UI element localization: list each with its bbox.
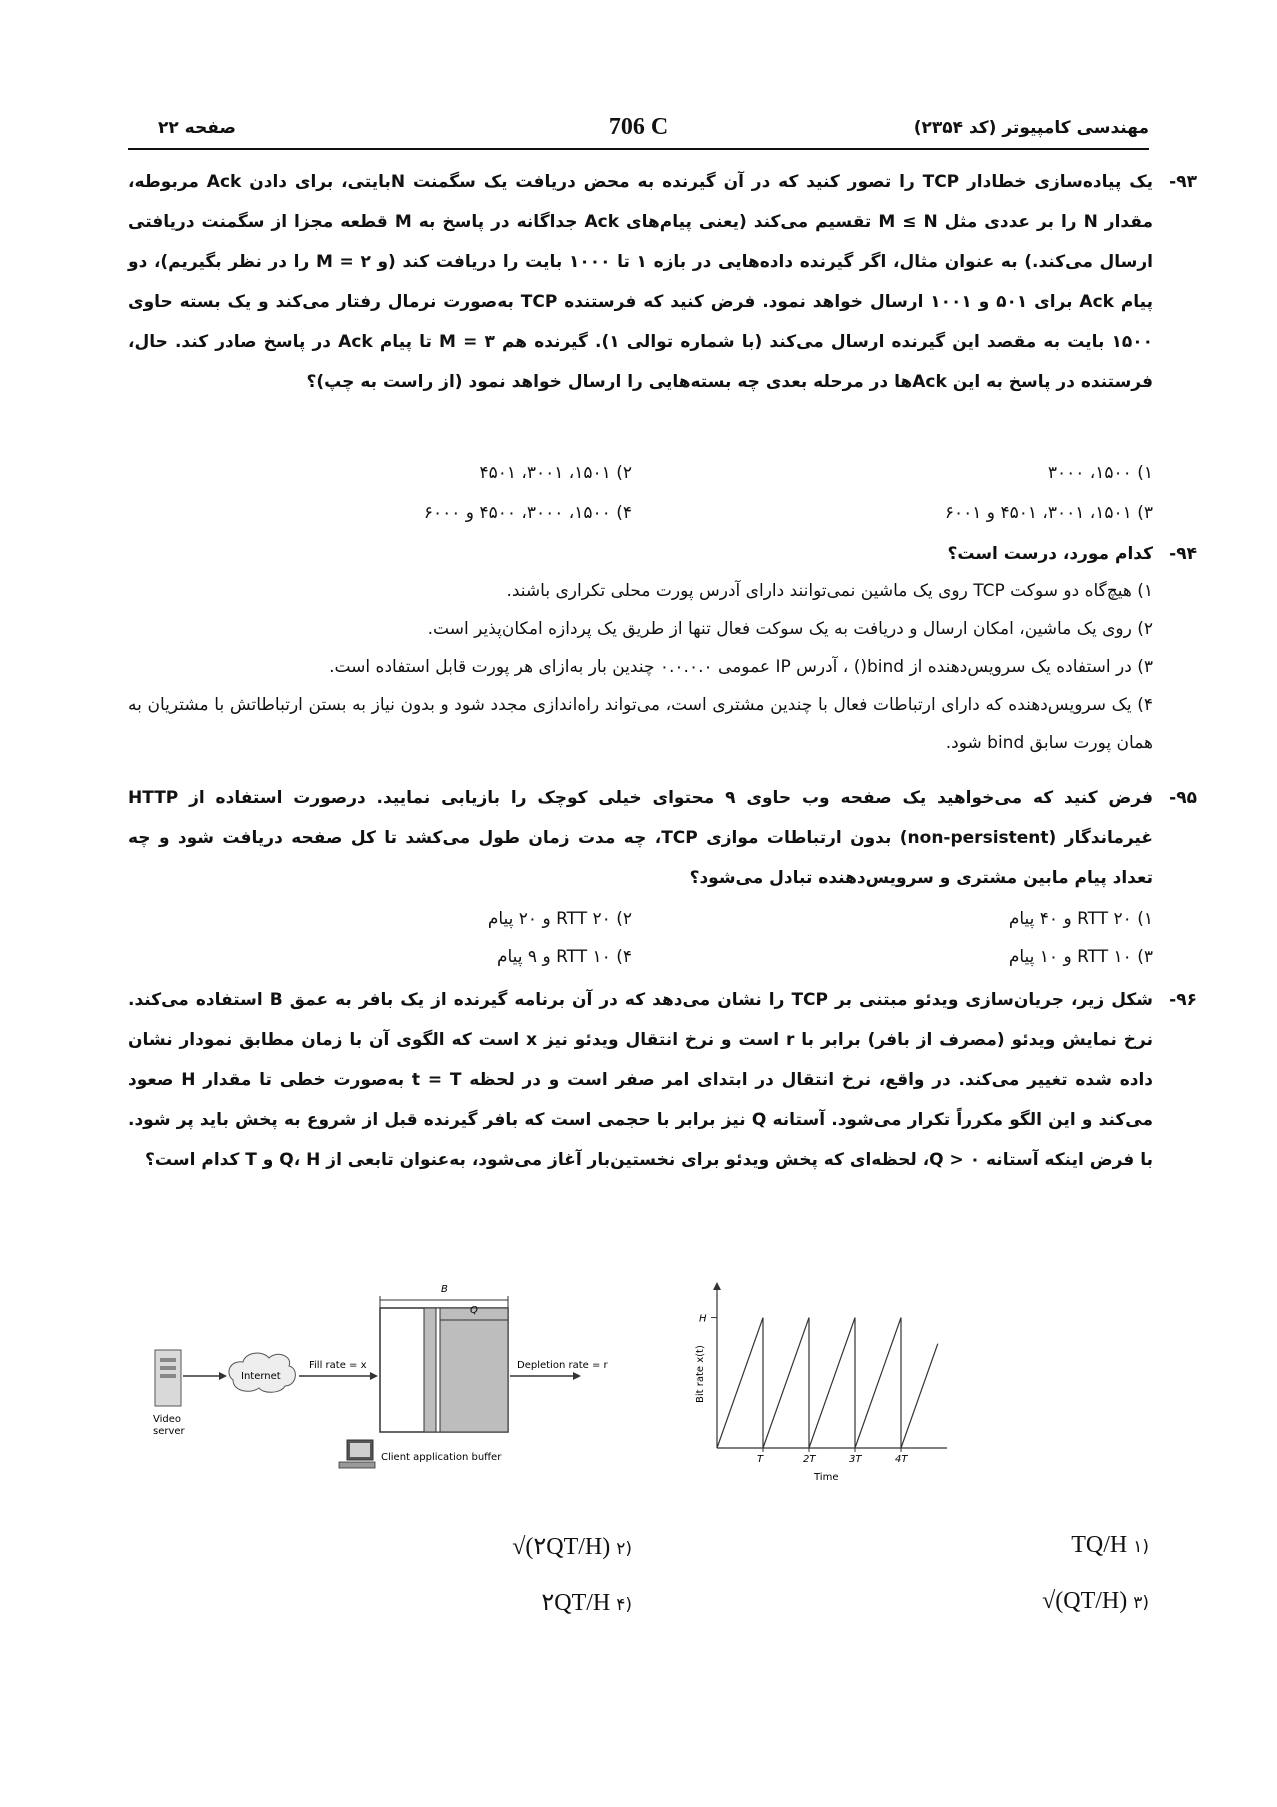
- q96-option-1[interactable]: [1071, 1532, 1149, 1559]
- question-95: [128, 778, 1197, 898]
- question-stem: کدام مورد، درست است؟: [947, 544, 1153, 564]
- q93-option-1[interactable]: ۱) ۱۵۰۰، ۳۰۰۰: [1047, 463, 1153, 483]
- q95-option-2[interactable]: ۲) ۲۰ RTT و ۲۰ پیام: [487, 909, 632, 929]
- q95-options: [0, 900, 1277, 980]
- question-number: ۹۶-: [1169, 990, 1197, 1010]
- video-streaming-figure: [125, 1262, 1077, 1502]
- question-stem: فرض کنید که می‌خواهید یک صفحه وب حاوی ۹ محتوای خیلی کوچک را بازیابی نمایید. درصورت استفاده از HTTP غیرماندگار (non-persistent) بدون ارتباطات موازی TCP، چه مدت زمان طول می‌کشد تا کل صفحه دریافت شود و چه تعداد پیام مابین مشتری و سرویس‌دهنده تبادل می‌شود؟: [128, 788, 1153, 888]
- exam-title: مهندسی کامپیوتر (کد ۲۳۵۴): [913, 118, 1149, 138]
- arrowhead: [370, 1372, 378, 1380]
- video-server-label: server: [153, 1426, 185, 1437]
- page-number: صفحه ۲۲: [158, 118, 236, 138]
- q94-option-3[interactable]: ۳) در استفاده یک سرویس‌دهنده از bind() ، آدرس IP عمومی ۰.۰.۰.۰ چندین بار به‌ازای هر پورت قابل استفاده است.: [329, 657, 1153, 677]
- option-expression: ۲QT/H: [541, 1590, 611, 1616]
- question-number: ۹۳-: [1169, 172, 1197, 192]
- option-label: ۱): [1133, 1537, 1149, 1557]
- x-tick-label: 2T: [803, 1454, 816, 1465]
- q94-option-2[interactable]: ۲) روی یک ماشین، امکان ارسال و دریافت به یک سوکت فعال تنها از طریق یک پردازه امکان‌پذیر است.: [427, 619, 1153, 639]
- video-server-label: Video: [153, 1414, 182, 1425]
- arrowhead: [219, 1372, 227, 1380]
- question-93: [128, 162, 1197, 402]
- video-server-icon: [155, 1350, 181, 1406]
- q95-option-3[interactable]: ۳) ۱۰ RTT و ۱۰ پیام: [1008, 947, 1153, 967]
- client-computer-icon: [339, 1440, 375, 1468]
- q96-option-3[interactable]: [1042, 1588, 1149, 1615]
- x-tick-label: 3T: [849, 1454, 862, 1465]
- question-96: [128, 980, 1197, 1180]
- internet-label: Internet: [241, 1371, 281, 1382]
- arrowhead: [573, 1372, 581, 1380]
- booklet-code: 706 C: [608, 114, 669, 140]
- q96-option-4[interactable]: [541, 1588, 632, 1617]
- option-expression: √(۲QT/H): [512, 1534, 611, 1560]
- question-stem: شکل زیر، جریان‌سازی ویدئو مبتنی بر TCP را نشان می‌دهد که در آن برنامه گیرنده از یک بافر به عمق B استفاده می‌کند. نرخ نمایش ویدئو (مصرف از بافر) برابر با r است و نرخ انتقال ویدئو نیز x است که الگوی آن با زمان مطابق نمودار نشان داده شده تغییر می‌کند. در واقع، نرخ انتقال در ابتدای امر صفر است و در لحظه t = T به‌صورت خطی تا مقدار H صعود می‌کند و این الگو مکرراً تکرار می‌شود. آستانه Q نیز برابر با حجمی است که بافر گیرنده قبل از شروع به پخش باید پر شود. با فرض اینکه آستانه Q > ۰، لحظه‌ای که پخش ویدئو برای نخستین‌بار آغاز می‌شود، به‌عنوان تابعی از Q، H و T کدام است؟: [128, 990, 1154, 1170]
- q93-option-3[interactable]: ۳) ۱۵۰۱، ۳۰۰۱، ۴۵۰۱ و ۶۰۰۱: [944, 503, 1153, 523]
- option-label: ۲): [616, 1539, 632, 1559]
- client-buffer-label: Client application buffer: [381, 1452, 502, 1463]
- x-tick-label: 4T: [895, 1454, 908, 1465]
- bit-rate-chart: [695, 1282, 947, 1483]
- y-axis-arrowhead: [713, 1282, 721, 1290]
- q93-option-4[interactable]: ۴) ۱۵۰۰، ۳۰۰۰، ۴۵۰۰ و ۶۰۰۰: [423, 503, 632, 523]
- fill-rate-label: Fill rate = x: [309, 1360, 367, 1371]
- q94-option-4[interactable]: ۴) یک سرویس‌دهنده که دارای ارتباطات فعال با چندین مشتری است، می‌تواند راه‌اندازی مجدد شود و بدون نیاز به بستن ارتباطاتش با مشتریان به همان پورت سابق bind شود.: [128, 695, 1153, 753]
- series-line: [717, 1318, 938, 1448]
- question-number: ۹۴-: [1169, 544, 1197, 564]
- x-tick-label: T: [757, 1454, 764, 1465]
- option-label: ۳): [1133, 1593, 1149, 1613]
- page-header: [128, 114, 1149, 150]
- x-axis-label: Time: [814, 1472, 839, 1483]
- y-axis-label: Bit rate x(t): [695, 1345, 706, 1403]
- threshold-label: Q: [470, 1305, 478, 1316]
- option-expression: √(QT/H): [1042, 1588, 1128, 1614]
- option-expression: TQ/H: [1071, 1532, 1128, 1558]
- question-94: [128, 534, 1197, 574]
- q94-option-1[interactable]: ۱) هیچ‌گاه دو سوکت TCP روی یک ماشین نمی‌توانند دارای آدرس پورت محلی تکراری باشند.: [506, 581, 1153, 601]
- q95-option-4[interactable]: ۴) ۱۰ RTT و ۹ پیام: [496, 947, 632, 967]
- q93-option-2[interactable]: ۲) ۱۵۰۱، ۳۰۰۱، ۴۵۰۱: [479, 463, 632, 483]
- q93-options: [0, 454, 1277, 534]
- depletion-rate-label: Depletion rate = r: [517, 1360, 608, 1371]
- buffer-threshold-line: [436, 1308, 440, 1432]
- y-tick-label: H: [699, 1313, 707, 1325]
- buffer-depth-label: B: [441, 1284, 448, 1295]
- question-number: ۹۵-: [1169, 788, 1197, 808]
- q96-option-2[interactable]: [512, 1532, 632, 1561]
- option-label: ۴): [616, 1595, 632, 1615]
- question-stem: یک پیاده‌سازی خطادار TCP را تصور کنید که در آن گیرنده به محض دریافت یک سگمنت Nبایتی، برای دادن Ack مربوطه، مقدار N را بر عددی مثل M ≤ N تقسیم می‌کند (یعنی پیام‌های Ack جداگانه در پاسخ به M قطعه مجزا از سگمنت دریافتی ارسال می‌کند.) به عنوان مثال، اگر گیرنده داده‌هایی در بازه ۱ تا ۱۰۰۰ بایت را دریافت کند (و M = ۲ را در نظر بگیریم)، دو پیام Ack برای ۵۰۱ و ۱۰۰۱ ارسال خواهد نمود. فرض کنید که فرستنده TCP به‌صورت نرمال رفتار می‌کند و یک بسته حاوی ۱۵۰۰ بایت به مقصد این گیرنده ارسال می‌کند (با شماره توالی ۱). گیرنده هم M = ۳ تا پیام Ack در پاسخ صادر کند. حال، فرستنده در پاسخ به این Ackها در مرحله بعدی چه بسته‌هایی را ارسال خواهد نمود (از راست به چپ)؟: [128, 172, 1154, 392]
- q95-option-1[interactable]: ۱) ۲۰ RTT و ۴۰ پیام: [1008, 909, 1153, 929]
- q94-options: [128, 572, 1153, 762]
